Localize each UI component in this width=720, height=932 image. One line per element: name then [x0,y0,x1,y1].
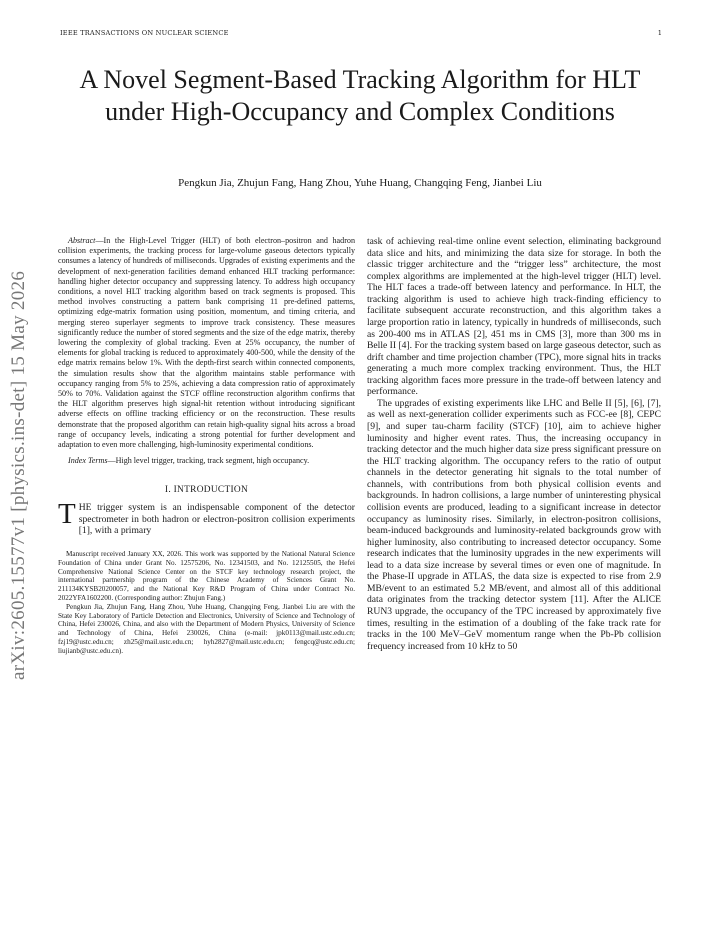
section-heading: I. INTRODUCTION [164,485,249,496]
first-word-rest: HE [78,502,92,514]
intro-paragraph [58,498,355,536]
footnotes [58,550,355,656]
intro-text: trigger system is an indispensable component of the detector spectrometer in both hadron or electron-positron collision experiments [1], with a primary [78,502,355,536]
abstract [58,236,355,450]
arxiv-stamp: arXiv:2605.15577v1 [physics.ins-det] 15 May 2026 [8,270,29,680]
body-paragraph: The upgrades of existing experiments like LHC and Belle II [5], [6], [7], as well as next-generation collider experiments such as FCC-ee [8], CEPC [9], and super tau-charm facility (STCF) [10], aim to achieve higher luminosity and higher event rates. Thus, the increasing occupancy in tracking detector and the much higher data size press significant pressure on the HLT tracking algorithm. The occupancy refers to the ratio of output channels in the detector generating hit signals to the total number of channels, with contributions from both physical collision events and backgrounds. In hadron collisions, a large number of uninteresting physical collision events are produced, leading to a significant increase in detector occupancy as luminosity rises. Similarly, in electron-positron collisions, beam-induced backgrounds and luminosity-related backgrounds grow with higher luminosity, also contributing to increased detector occupancy. Some research indicates that the luminosity upgrades in the new experiments will lead to a data size increase by several times or even one of magnitude. In the Phase-II upgrade in ATLAS, the data size is expected to rise from 2.9 MB/event to an estimated 5.2 MB/event, and almost all of this additional data originates from the tracking detector system [11]. After the ALICE RUN3 upgrade, the occupancy of the TPC increased by approximately five times, resulting in the estimation of a doubling of the fake track rate for tracks in the 100 MeV–GeV momentum range when the Pb-Pb collision frequency increased from 10 kHz to 50 [367,397,661,652]
right-column [367,236,661,652]
page-number: 1 [657,29,662,37]
abstract-text: —In the High-Level Trigger (HLT) of both electron–positron and hadron collision experiments, the tracking process for large-volume gaseous detectors typically consumes a latency of hundreds of milliseconds. Upgrades of existing experiments and the development of next-generation facilities demand enhanced HLT tracking performance: handling higher detector occupancy and suppressing latency. To address high occupancy conditions, a novel HLT tracking algorithm based on track segments is proposed. This method involves constructing a pattern bank comprising 11 pre-defined patterns, optimizing edge-matrix formation using position, momentum, and timing criteria, and merging stereo superlayer segments to improve track consistency. These measures significantly reduce the number of stored segments and the size of the edge matrix, thereby lowering the complexity of global tracking. Even at 25% occupancy, the number of elements for global tracking is reduced to approximately 400-500, while the density of the edge matrix remains below 1%. With the depth-first search within connected components, the simulation results show that the algorithm maintains stable performance with occupancy ranging from 5% to 25%, achieving a data compression ratio of approximately 50% to 70%. Validation against the STCF offline reconstruction algorithm confirms that the HLT algorithm preserves high signal-hit retention without introducing significant adverse effects on offline tracking efficiency or on the reconstruction. These results demonstrate that the proposed algorithm can retain high-quality signal hits across a broad range of occupancy levels, indicating a strong potential for further development and adaptation to even more challenging, high-luminosity experimental conditions. [58,236,355,450]
footnote-affiliation: Pengkun Jia, Zhujun Fang, Hang Zhou, Yuhe Huang, Changqing Feng, Jianbei Liu are with the State Key Laboratory of Particle Detection and Electronics, University of Science and Technology of China, Hefei 230026, China, and also with the Department of Modern Physics, University of Science and Technology of China, Hefei 230026, China (e-mail: jpk0113@mail.ustc.edu.cn; fzj19@ustc.edu.cn; zh25@mail.ustc.edu.cn; hyh2827@mail.ustc.edu.cn; fengcq@ustc.edu.cn; liujianb@ustc.edu.cn). [58,602,355,655]
abstract-lead: Abstract [68,236,96,245]
body-paragraph: task of achieving real-time online event selection, eliminating background data slice and hits, and minimizing the data size for storage. In both the classic trigger architecture and the “trigger less” architecture, the most complex algorithms are implemented at the high-level trigger (HLT) level. The HLT faces a trade-off between latency and performance. In HLT, the tracking algorithm is used to achieve high track-finding efficiency to facilitate subsequent accurate reconstruction, and this algorithm takes a large proportion ratio in latency, typically in hundreds of milliseconds, such as 200-400 ms in ATLAS [2], 451 ms in CMS [3], more than 300 ms in Belle II [4]. For the tracking system based on large gaseous detector, such as drift chamber and time projection chamber (TPC), more signal hits in tracks generating a much more complex tracking environment. Thus, the HLT tracking algorithm faces more pressure in the trade-off between latency and performance. [367,236,661,398]
index-terms-text: —High level trigger, tracking, track segment, high occupancy. [107,456,310,466]
running-head: IEEE TRANSACTIONS ON NUCLEAR SCIENCE [60,29,229,37]
paper-title: A Novel Segment-Based Tracking Algorithm for HLT under High-Occupancy and Complex Conditions [79,65,641,126]
author-list: Pengkun Jia, Zhujun Fang, Hang Zhou, Yuhe Huang, Changqing Feng, Jianbei Liu [178,177,542,189]
left-column [58,236,355,656]
index-terms-lead: Index Terms [68,456,108,466]
index-terms [58,456,355,466]
footnote-funding: Manuscript received January XX, 2026. This work was supported by the National Natural Science Foundation of China under Grant No. 12575206, No. 12341503, and No. 12125505, the Hefei Comprehensive National Science Center on the STCF key technology research project, the international partnership program of the Chinese Academy of Sciences Grant No. 211134KYSB20200057, and the National Key R&D Program of China under Contract No. 2022YFA1602200. (Corresponding author: Zhujun Fang.) [58,550,355,603]
drop-cap: T [58,498,76,531]
